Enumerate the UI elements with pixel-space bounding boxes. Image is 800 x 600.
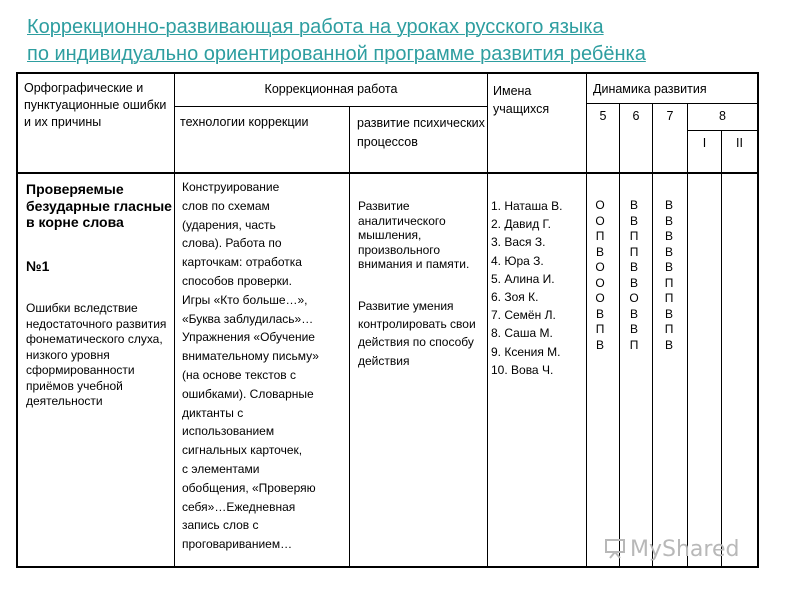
technology-line: с элементами <box>182 461 260 476</box>
header-grade-8: 8 <box>719 109 726 123</box>
grade-mark: В <box>629 198 638 212</box>
header-names: Имена учащихся <box>493 84 550 116</box>
technology-line: проговариванием… <box>182 537 293 552</box>
grade-mark: В <box>595 306 604 321</box>
technology-line: использованием <box>182 424 275 439</box>
header-grade-7: 7 <box>666 109 674 123</box>
student-name: 2. Давид Г. <box>491 217 551 232</box>
psych-control: Развитие умения контролировать свои действия по способу действия <box>358 299 476 368</box>
grade-mark: О <box>595 198 605 212</box>
rule-v6 <box>652 103 653 568</box>
header-technologies: технологии коррекции <box>180 115 309 129</box>
technology-line: (ударения, часть <box>182 217 276 232</box>
grade-mark: О <box>595 213 605 228</box>
rule-v8 <box>721 130 722 568</box>
technology-line: карточкам: отработка <box>182 255 302 270</box>
rule-v1 <box>174 72 175 568</box>
table-border-top <box>16 72 758 74</box>
grade-mark: В <box>629 306 638 321</box>
student-name: 9. Ксения М. <box>491 344 561 359</box>
grade-mark: О <box>629 291 639 305</box>
student-name: 4. Юра З. <box>491 253 544 268</box>
header-errors: Орфографические и пунктуационные ошибки и их причины <box>24 81 167 129</box>
technology-line: Упражнения «Обучение <box>182 330 315 345</box>
technology-line: диктанты с <box>182 405 244 420</box>
grade7-marks <box>658 198 680 353</box>
student-name: 6. Зоя К. <box>491 290 539 305</box>
grade-mark: В <box>664 229 673 243</box>
grade6-marks <box>623 198 645 353</box>
technology-line: способов проверки. <box>182 273 292 288</box>
presentation-icon <box>604 537 626 559</box>
grade-mark: О <box>595 260 605 274</box>
error-topic: Проверяемые безударные гласные в корне слова <box>26 181 172 230</box>
grade-mark: В <box>629 260 638 274</box>
technology-line: слов по схемам <box>182 198 270 213</box>
technology-line: запись слов с <box>182 518 259 533</box>
technology-line: Конструирование <box>182 180 280 194</box>
student-name: 7. Семён Л. <box>491 308 556 323</box>
student-name: 8. Саша М. <box>491 326 553 341</box>
rule-v4 <box>586 72 587 568</box>
error-causes: Ошибки вследствие недостаточного развития фонематического слуха, низкого уровня сформированности приёмов учебной деятельности <box>26 301 167 408</box>
rule-v5 <box>619 103 620 568</box>
grade-mark: П <box>595 322 605 336</box>
rule-dynamics-sub <box>587 103 758 104</box>
grade-mark: В <box>595 337 604 352</box>
technology-line: Игры «Кто больше…», <box>182 292 308 307</box>
grade5-marks <box>589 198 611 353</box>
grade-mark: В <box>595 244 604 259</box>
header-psych: развитие психических процессов <box>357 116 485 149</box>
grade-mark: В <box>664 244 673 259</box>
header-correction: Коррекционная работа <box>264 82 398 96</box>
rule-v7 <box>687 103 688 568</box>
grade-mark: В <box>664 337 673 352</box>
table-border-bottom <box>16 566 758 568</box>
header-half-2: II <box>736 136 743 150</box>
grade-mark: П <box>629 244 639 259</box>
rule-correction-sub <box>174 106 487 107</box>
title-line-1: Коррекционно-развивающая работа на уроках русского языка <box>27 16 604 38</box>
grade-mark: В <box>664 198 673 212</box>
student-name: 10. Вова Ч. <box>491 362 554 377</box>
grade-mark: О <box>595 291 605 305</box>
watermark-text: MyShared <box>630 537 740 562</box>
grade-mark: П <box>664 275 674 290</box>
technologies-list <box>182 178 348 554</box>
header-grade-6: 6 <box>632 109 640 123</box>
grade-mark: В <box>629 322 638 336</box>
grade-mark: В <box>664 213 673 228</box>
student-name: 5. Алина И. <box>491 271 555 286</box>
technology-line: ошибками). Словарные <box>182 386 314 401</box>
grade-mark: П <box>664 291 674 305</box>
technology-line: обобщения, «Проверяю <box>182 480 316 495</box>
grade-mark: П <box>595 229 605 243</box>
grade-mark: О <box>595 275 605 290</box>
table-border-right <box>757 72 759 568</box>
grade-mark: В <box>629 213 638 228</box>
psych-analytic: Развитие аналитического мышления, произвольного внимания и памяти. <box>358 199 470 271</box>
header-bottom-rule <box>16 172 758 174</box>
student-name: 1. Наташа В. <box>491 199 563 213</box>
grade-mark: В <box>629 275 638 290</box>
technology-line: внимательному письму» <box>182 349 319 364</box>
rule-v2 <box>349 106 350 568</box>
grade-mark: П <box>664 322 674 336</box>
technology-line: (на основе текстов с <box>182 367 297 382</box>
grade-mark: П <box>629 337 639 352</box>
header-dynamics: Динамика развития <box>593 82 707 96</box>
watermark <box>604 537 739 562</box>
students-list <box>491 197 586 379</box>
technology-line: «Буква заблудилась»… <box>182 311 314 326</box>
header-half-1: I <box>702 136 707 150</box>
grade-mark: В <box>664 306 673 321</box>
rule-grade8-sub <box>687 130 758 131</box>
student-name: 3. Вася З. <box>491 235 546 250</box>
table-border-left <box>16 72 18 568</box>
rule-v3 <box>487 72 488 568</box>
technology-line: слова). Работа по <box>182 236 282 251</box>
grade-mark: В <box>664 260 673 274</box>
grade-mark: П <box>629 229 639 243</box>
technology-line: себя»…Ежедневная <box>182 499 296 514</box>
error-number: №1 <box>26 258 50 274</box>
technology-line: сигнальных карточек, <box>182 443 303 458</box>
title-line-2: по индивидуально ориентированной программе развития ребёнка <box>27 43 646 65</box>
header-grade-5: 5 <box>599 109 607 123</box>
